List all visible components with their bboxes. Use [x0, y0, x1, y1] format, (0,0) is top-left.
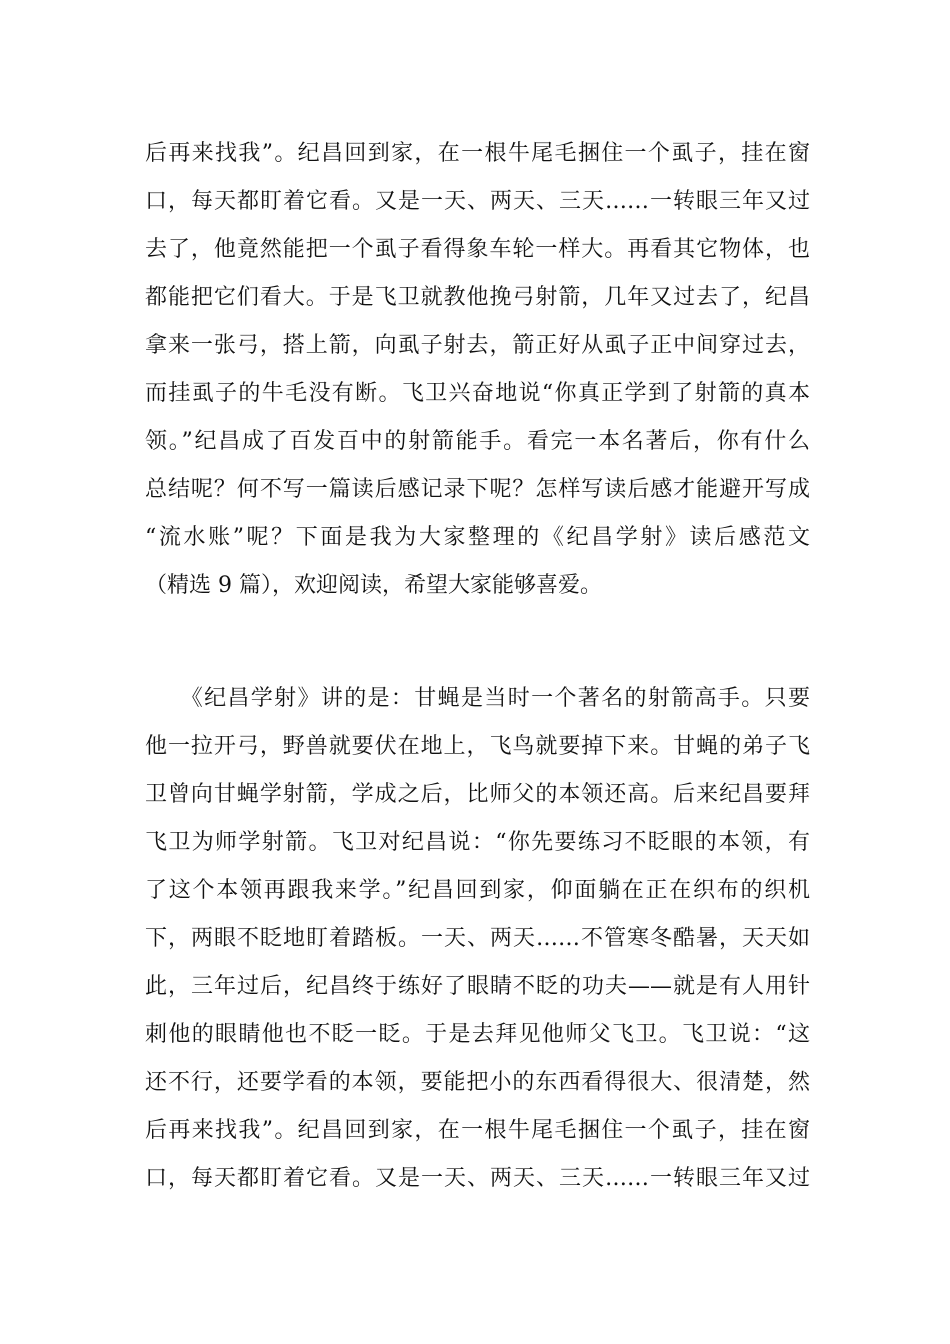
text-line: 口，每天都盯着它看。又是一天、两天、三天……一转眼三年又过 — [145, 189, 810, 214]
text-line: 去了，他竟然能把一个虱子看得象车轮一样大。再看其它物体，也 — [145, 237, 810, 262]
text-line: 后再来找我”。纪昌回到家，在一根牛尾毛捆住一个虱子，挂在窗 — [145, 141, 810, 166]
text-line: 领。”纪昌成了百发百中的射箭能手。看完一本名著后，你有什么 — [145, 429, 810, 454]
text-line: 刺他的眼睛他也不眨一眨。于是去拜见他师父飞卫。飞卫说：“这 — [145, 1022, 810, 1047]
text-line: 下，两眼不眨地盯着踏板。一天、两天……不管寒冬酷暑，天天如 — [145, 926, 810, 951]
paragraph-intro-continuation — [145, 130, 810, 610]
text-line: 口，每天都盯着它看。又是一天、两天、三天……一转眼三年又过 — [145, 1166, 810, 1191]
text-line: 他一拉开弓，野兽就要伏在地上，飞鸟就要掉下来。甘蝇的弟子飞 — [145, 734, 810, 759]
text-line: 了这个本领再跟我来学。”纪昌回到家，仰面躺在正在织布的织机 — [145, 878, 810, 903]
text-line: 都能把它们看大。于是飞卫就教他挽弓射箭，几年又过去了，纪昌 — [145, 285, 810, 310]
text-line: （精选 9 篇），欢迎阅读，希望大家能够喜爱。 — [145, 573, 602, 598]
paragraph-story-summary — [145, 675, 810, 1203]
text-line: 还不行，还要学看的本领，要能把小的东西看得很大、很清楚，然 — [145, 1070, 810, 1095]
text-line: 此，三年过后，纪昌终于练好了眼睛不眨的功夫——就是有人用针 — [145, 974, 810, 999]
text-line: 卫曾向甘蝇学射箭，学成之后，比师父的本领还高。后来纪昌要拜 — [145, 782, 810, 807]
text-line: 飞卫为师学射箭。飞卫对纪昌说：“你先要练习不眨眼的本领，有 — [145, 830, 810, 855]
text-line: 拿来一张弓，搭上箭，向虱子射去，箭正好从虱子正中间穿过去， — [145, 333, 810, 358]
text-line: 而挂虱子的牛毛没有断。飞卫兴奋地说“你真正学到了射箭的真本 — [145, 381, 810, 406]
text-line: 《纪昌学射》讲的是：甘蝇是当时一个著名的射箭高手。只要 — [145, 686, 810, 711]
text-line: 总结呢？何不写一篇读后感记录下呢？怎样写读后感才能避开写成 — [145, 477, 810, 502]
text-line: “流水账”呢？下面是我为大家整理的《纪昌学射》读后感范文 — [145, 525, 810, 550]
text-line: 后再来找我”。纪昌回到家，在一根牛尾毛捆住一个虱子，挂在窗 — [145, 1118, 810, 1143]
